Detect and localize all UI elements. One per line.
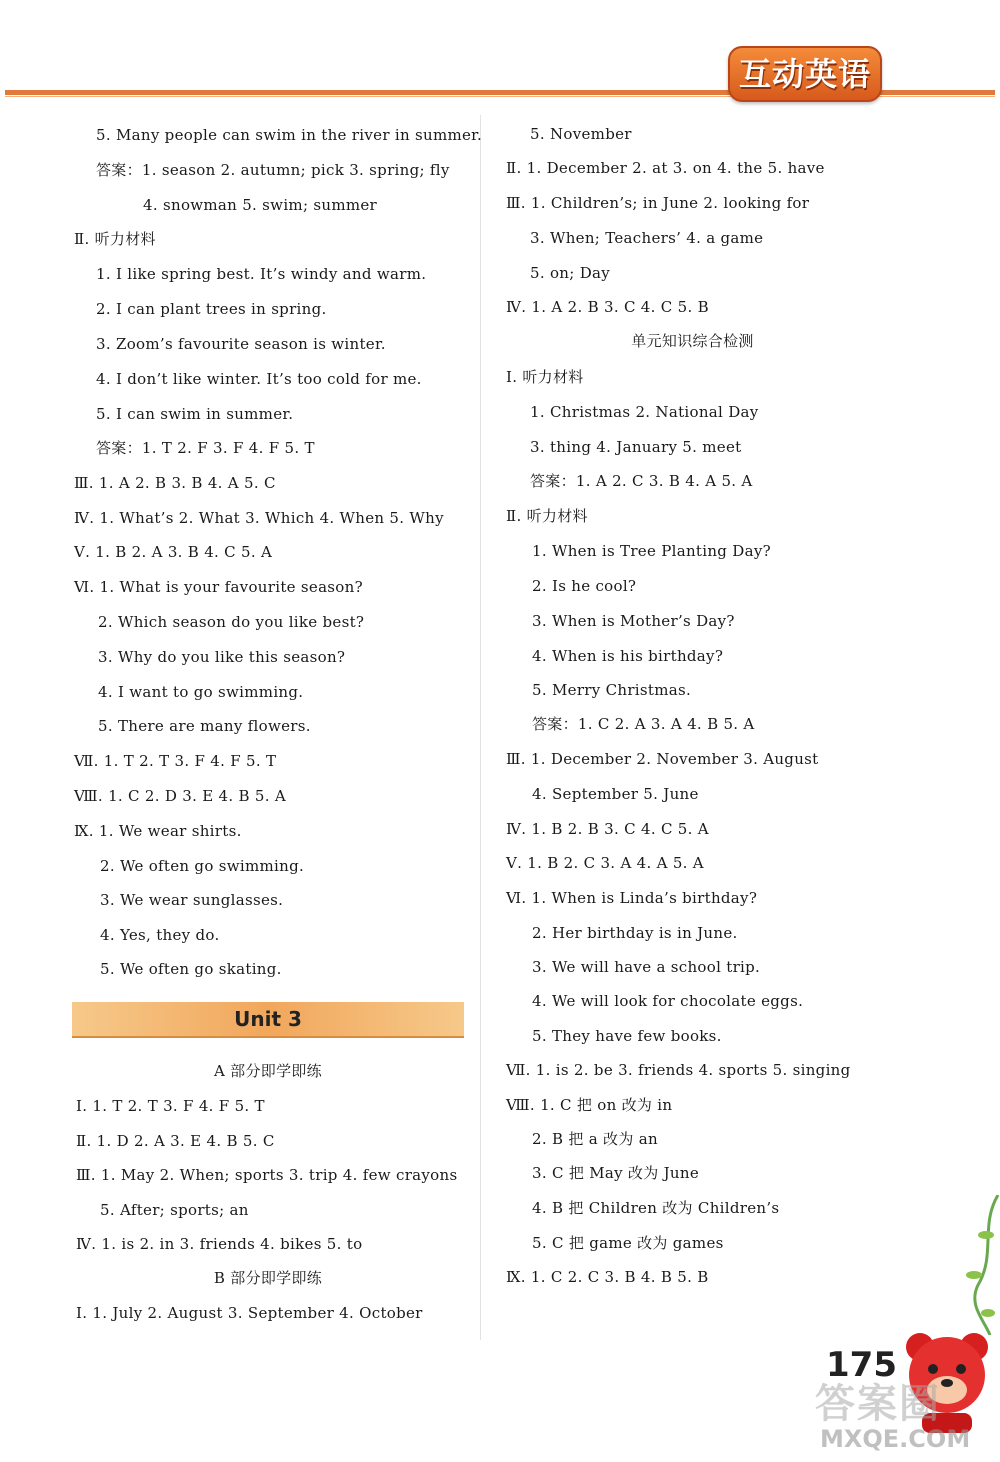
answer-line: Ⅲ. 1. Children’s; in June 2. looking for	[506, 194, 810, 212]
answer-line: 5. C 把 game 改为 games	[532, 1234, 724, 1252]
section-banner	[728, 46, 882, 102]
answer-line: Ⅳ. 1. A 2. B 3. C 4. C 5. B	[506, 298, 709, 316]
answer-line: 4. B 把 Children 改为 Children’s	[532, 1199, 780, 1217]
watermark-text: 答案圈	[815, 1381, 941, 1427]
answer-line: 2. Which season do you like best?	[98, 613, 365, 631]
answer-line: Ⅸ. 1. C 2. C 3. B 4. B 5. B	[506, 1268, 709, 1286]
answer-line: 2. I can plant trees in spring.	[96, 300, 327, 318]
answer-line: Ⅲ. 1. A 2. B 3. B 4. A 5. C	[74, 474, 276, 492]
answer-line: 4. September 5. June	[532, 785, 699, 803]
answer-line: 5. They have few books.	[532, 1027, 722, 1045]
answer-line: 2. B 把 a 改为 an	[532, 1130, 658, 1148]
answer-line: Ⅰ. 1. T 2. T 3. F 4. F 5. T	[76, 1097, 265, 1115]
answer-line: 5. November	[530, 125, 632, 143]
answer-line: 4. Yes, they do.	[100, 926, 220, 944]
answer-line: 5. on; Day	[530, 264, 611, 282]
answer-line: Ⅲ. 1. December 2. November 3. August	[506, 750, 819, 768]
answer-line: 4. We will look for chocolate eggs.	[532, 992, 804, 1010]
vine-decoration-icon	[960, 1195, 1000, 1335]
answer-line: 5. We often go skating.	[100, 960, 282, 978]
answer-line: 3. Zoom’s favourite season is winter.	[96, 335, 386, 353]
answer-line: 5. I can swim in summer.	[96, 405, 294, 423]
section-heading: Ⅱ. 听力材料	[506, 507, 588, 525]
answer-line: 3. When; Teachers’ 4. a game	[530, 229, 764, 247]
answer-line: Ⅶ. 1. is 2. be 3. friends 4. sports 5. singing	[506, 1061, 851, 1079]
answer-line: Ⅶ. 1. T 2. T 3. F 4. F 5. T	[74, 752, 277, 770]
answer-line: 2. We often go swimming.	[100, 857, 305, 875]
answer-line: Ⅴ. 1. B 2. A 3. B 4. C 5. A	[74, 543, 273, 561]
answer-line: 3. When is Mother’s Day?	[532, 612, 735, 630]
answer-line: 2. Is he cool?	[532, 577, 637, 595]
unit-title: Unit 3	[234, 1007, 302, 1031]
subsection-heading: A 部分即学即练	[213, 1062, 322, 1080]
answer-line: Ⅷ. 1. C 2. D 3. E 4. B 5. A	[74, 787, 287, 805]
subsection-heading: B 部分即学即练	[213, 1269, 323, 1287]
answer-line: 4. I want to go swimming.	[98, 683, 304, 701]
answer-line: 4. snowman 5. swim; summer	[143, 196, 378, 214]
column-divider	[480, 115, 481, 1340]
answer-line: Ⅱ. 1. December 2. at 3. on 4. the 5. have	[506, 159, 825, 177]
page-number: 175	[826, 1345, 897, 1385]
answer-line: 答案：1. A 2. C 3. B 4. A 5. A	[530, 472, 753, 490]
answer-line: Ⅵ. 1. What is your favourite season?	[74, 578, 363, 596]
answer-line: 5. Merry Christmas.	[532, 681, 692, 699]
section-heading: Ⅰ. 听力材料	[506, 368, 584, 386]
section-heading: Ⅱ. 听力材料	[74, 230, 156, 248]
answer-line: Ⅱ. 1. D 2. A 3. E 4. B 5. C	[76, 1132, 275, 1150]
answer-line: Ⅸ. 1. We wear shirts.	[74, 822, 242, 840]
answer-line: 1. I like spring best. It’s windy and warm.	[96, 265, 427, 283]
answer-line: 3. C 把 May 改为 June	[532, 1164, 700, 1182]
answer-line: 答案：1. season 2. autumn; pick 3. spring; fly	[96, 161, 450, 179]
watermark-url: MXQE.COM	[820, 1425, 971, 1453]
answer-line: 3. thing 4. January 5. meet	[530, 438, 742, 456]
answer-line: 1. Christmas 2. National Day	[530, 403, 759, 421]
answer-line: 2. Her birthday is in June.	[532, 924, 738, 942]
answer-line: 3. We will have a school trip.	[532, 958, 761, 976]
answer-line: 4. When is his birthday?	[532, 647, 724, 665]
answer-line: Ⅰ. 1. July 2. August 3. September 4. October	[76, 1304, 423, 1322]
answer-line: Ⅳ. 1. B 2. B 3. C 4. C 5. A	[506, 820, 709, 838]
answer-line: Ⅴ. 1. B 2. C 3. A 4. A 5. A	[506, 854, 704, 872]
answer-line: 答案：1. C 2. A 3. A 4. B 5. A	[532, 715, 755, 733]
answer-line: 5. There are many flowers.	[98, 717, 311, 735]
answer-line: 3. We wear sunglasses.	[100, 891, 284, 909]
subsection-heading: 单元知识综合检测	[631, 332, 754, 350]
answer-line: Ⅳ. 1. What’s 2. What 3. Which 4. When 5. Why	[74, 509, 444, 527]
unit-header-bar	[72, 1002, 464, 1038]
answer-line: 答案：1. T 2. F 3. F 4. F 5. T	[96, 439, 315, 457]
answer-line: Ⅳ. 1. is 2. in 3. friends 4. bikes 5. to	[76, 1235, 363, 1253]
answer-line: 4. I don’t like winter. It’s too cold for me.	[96, 370, 422, 388]
answer-line: Ⅷ. 1. C 把 on 改为 in	[506, 1096, 673, 1114]
answer-line: 5. Many people can swim in the river in summer.	[96, 126, 483, 144]
answer-line: 5. After; sports; an	[100, 1201, 249, 1219]
answer-line: Ⅵ. 1. When is Linda’s birthday?	[506, 889, 758, 907]
banner-title: 互动英语	[738, 55, 871, 93]
answer-line: 1. When is Tree Planting Day?	[532, 542, 771, 560]
answer-line: 3. Why do you like this season?	[98, 648, 346, 666]
answer-line: Ⅲ. 1. May 2. When; sports 3. trip 4. few crayons	[76, 1166, 458, 1184]
